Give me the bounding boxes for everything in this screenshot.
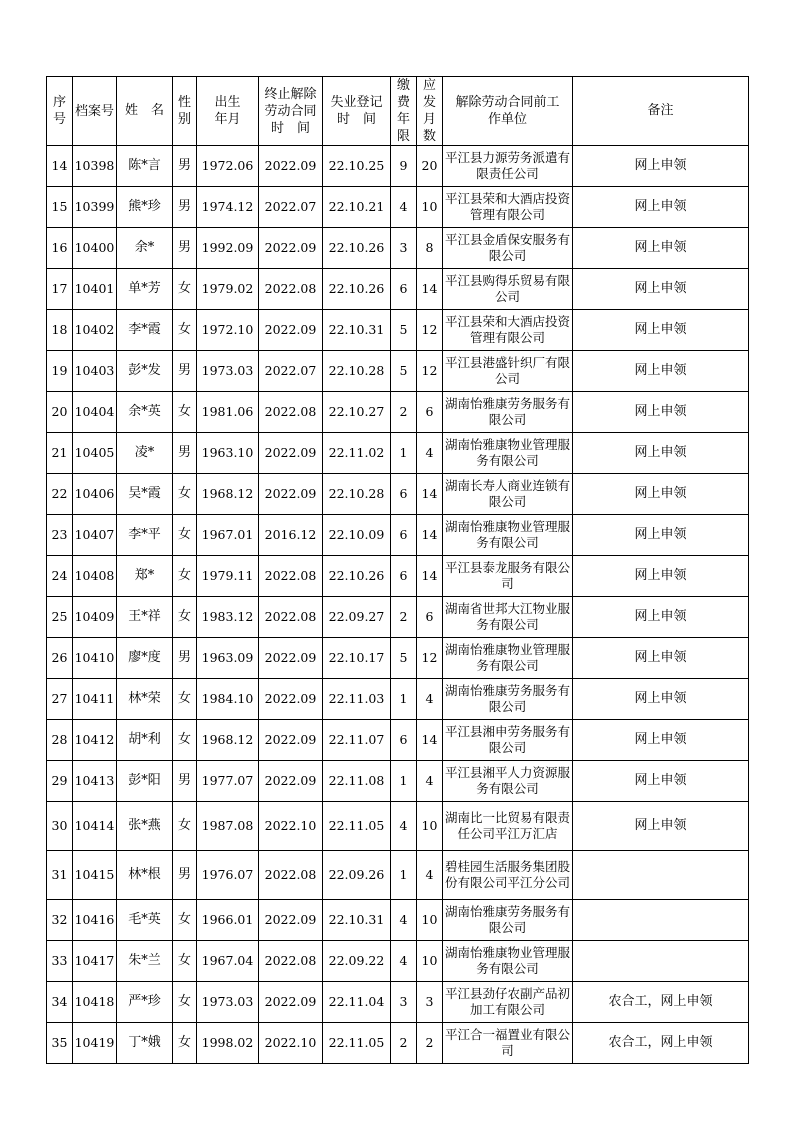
table-row	[47, 761, 749, 802]
employer-text: 湖南怡雅康物业管理服务有限公司	[445, 642, 571, 673]
cell-name: 单*芳	[117, 269, 173, 310]
table-row	[47, 679, 749, 720]
cell-employer	[443, 1023, 573, 1064]
cell-seq: 33	[47, 941, 73, 982]
cell-months: 4	[417, 851, 443, 900]
cell-registration: 22.10.27	[323, 392, 391, 433]
cell-birth: 1979.02	[197, 269, 259, 310]
cell-remark: 网上申领	[573, 556, 749, 597]
cell-employer	[443, 187, 573, 228]
cell-employer	[443, 982, 573, 1023]
cell-pay-years: 6	[391, 556, 417, 597]
cell-employer	[443, 802, 573, 851]
cell-name: 张*燕	[117, 802, 173, 851]
cell-file-no: 10419	[73, 1023, 117, 1064]
cell-remark: 网上申领	[573, 761, 749, 802]
employer-text: 平江县港盛针织厂有限公司	[445, 355, 571, 386]
header-termination: 终止解除劳动合同时 间	[259, 77, 323, 146]
cell-seq: 26	[47, 638, 73, 679]
cell-gender: 男	[173, 228, 197, 269]
table-row	[47, 310, 749, 351]
cell-file-no: 10408	[73, 556, 117, 597]
employer-text: 平江县劲仔农副产品初加工有限公司	[445, 986, 571, 1017]
header-file-no: 档案号	[73, 77, 117, 146]
cell-registration: 22.09.26	[323, 851, 391, 900]
cell-file-no: 10407	[73, 515, 117, 556]
cell-pay-years: 4	[391, 802, 417, 851]
cell-termination: 2022.09	[259, 900, 323, 941]
cell-registration: 22.11.02	[323, 433, 391, 474]
employer-text: 湖南怡雅康劳务服务有限公司	[445, 396, 571, 427]
cell-gender: 女	[173, 392, 197, 433]
cell-pay-years: 2	[391, 1023, 417, 1064]
cell-pay-years: 9	[391, 146, 417, 187]
cell-registration: 22.09.27	[323, 597, 391, 638]
cell-pay-years: 6	[391, 515, 417, 556]
employer-text: 湖南省世邦大江物业服务有限公司	[445, 601, 571, 632]
cell-remark: 农合工，网上申领	[573, 1023, 749, 1064]
cell-months: 4	[417, 679, 443, 720]
cell-seq: 30	[47, 802, 73, 851]
cell-remark: 网上申领	[573, 433, 749, 474]
header-name: 姓 名	[117, 77, 173, 146]
cell-gender: 男	[173, 851, 197, 900]
cell-birth: 1967.04	[197, 941, 259, 982]
cell-employer	[443, 351, 573, 392]
cell-seq: 34	[47, 982, 73, 1023]
cell-file-no: 10399	[73, 187, 117, 228]
table-row	[47, 982, 749, 1023]
table-row	[47, 851, 749, 900]
cell-pay-years: 5	[391, 351, 417, 392]
employer-text: 湖南比一比贸易有限责任公司平江万汇店	[445, 810, 571, 841]
cell-pay-years: 4	[391, 941, 417, 982]
cell-name: 毛*英	[117, 900, 173, 941]
unemployment-benefit-table	[46, 76, 749, 1064]
cell-employer	[443, 597, 573, 638]
cell-pay-years: 6	[391, 269, 417, 310]
cell-termination: 2022.08	[259, 941, 323, 982]
cell-months: 14	[417, 269, 443, 310]
cell-birth: 1972.06	[197, 146, 259, 187]
cell-pay-years: 6	[391, 720, 417, 761]
cell-file-no: 10398	[73, 146, 117, 187]
cell-name: 吴*霞	[117, 474, 173, 515]
cell-termination: 2022.09	[259, 146, 323, 187]
cell-seq: 24	[47, 556, 73, 597]
cell-birth: 1968.12	[197, 720, 259, 761]
cell-name: 余*英	[117, 392, 173, 433]
cell-registration: 22.10.31	[323, 310, 391, 351]
cell-name: 李*霞	[117, 310, 173, 351]
cell-employer	[443, 900, 573, 941]
cell-gender: 女	[173, 474, 197, 515]
cell-seq: 22	[47, 474, 73, 515]
cell-remark: 网上申领	[573, 597, 749, 638]
cell-months: 12	[417, 351, 443, 392]
cell-remark: 网上申领	[573, 228, 749, 269]
cell-termination: 2016.12	[259, 515, 323, 556]
cell-employer	[443, 851, 573, 900]
cell-remark: 网上申领	[573, 720, 749, 761]
cell-name: 朱*兰	[117, 941, 173, 982]
header-remark: 备注	[573, 77, 749, 146]
cell-termination: 2022.08	[259, 269, 323, 310]
cell-registration: 22.11.04	[323, 982, 391, 1023]
cell-registration: 22.10.31	[323, 900, 391, 941]
cell-remark: 农合工，网上申领	[573, 982, 749, 1023]
cell-name: 李*平	[117, 515, 173, 556]
cell-file-no: 10411	[73, 679, 117, 720]
cell-birth: 1984.10	[197, 679, 259, 720]
cell-pay-years: 6	[391, 474, 417, 515]
cell-remark: 网上申领	[573, 351, 749, 392]
cell-birth: 1977.07	[197, 761, 259, 802]
cell-file-no: 10412	[73, 720, 117, 761]
cell-employer	[443, 392, 573, 433]
cell-name: 彭*发	[117, 351, 173, 392]
cell-remark: 网上申领	[573, 638, 749, 679]
cell-name: 余*	[117, 228, 173, 269]
cell-file-no: 10406	[73, 474, 117, 515]
table-row	[47, 720, 749, 761]
cell-termination: 2022.07	[259, 351, 323, 392]
cell-birth: 1963.09	[197, 638, 259, 679]
cell-remark: 网上申领	[573, 187, 749, 228]
cell-termination: 2022.10	[259, 1023, 323, 1064]
cell-termination: 2022.09	[259, 761, 323, 802]
table-row	[47, 941, 749, 982]
cell-termination: 2022.08	[259, 392, 323, 433]
cell-birth: 1983.12	[197, 597, 259, 638]
cell-name: 郑*	[117, 556, 173, 597]
cell-termination: 2022.09	[259, 433, 323, 474]
cell-seq: 21	[47, 433, 73, 474]
cell-gender: 女	[173, 802, 197, 851]
cell-file-no: 10405	[73, 433, 117, 474]
cell-gender: 男	[173, 187, 197, 228]
cell-registration: 22.10.26	[323, 269, 391, 310]
cell-employer	[443, 556, 573, 597]
cell-name: 熊*珍	[117, 187, 173, 228]
cell-termination: 2022.09	[259, 982, 323, 1023]
cell-employer	[443, 146, 573, 187]
cell-gender: 女	[173, 720, 197, 761]
table-row	[47, 802, 749, 851]
cell-remark: 网上申领	[573, 146, 749, 187]
cell-registration: 22.11.05	[323, 1023, 391, 1064]
cell-gender: 女	[173, 900, 197, 941]
employer-text: 湖南怡雅康物业管理服务有限公司	[445, 437, 571, 468]
cell-birth: 1968.12	[197, 474, 259, 515]
cell-gender: 男	[173, 638, 197, 679]
cell-name: 凌*	[117, 433, 173, 474]
cell-remark	[573, 851, 749, 900]
cell-pay-years: 4	[391, 900, 417, 941]
cell-months: 10	[417, 802, 443, 851]
cell-employer	[443, 761, 573, 802]
cell-file-no: 10404	[73, 392, 117, 433]
cell-seq: 19	[47, 351, 73, 392]
cell-pay-years: 1	[391, 851, 417, 900]
table-row	[47, 900, 749, 941]
cell-file-no: 10410	[73, 638, 117, 679]
employer-text: 平江县力源劳务派遣有限责任公司	[445, 150, 571, 181]
cell-gender: 女	[173, 269, 197, 310]
cell-termination: 2022.08	[259, 851, 323, 900]
cell-gender: 女	[173, 982, 197, 1023]
cell-file-no: 10416	[73, 900, 117, 941]
cell-pay-years: 5	[391, 638, 417, 679]
cell-employer	[443, 228, 573, 269]
cell-termination: 2022.09	[259, 474, 323, 515]
cell-seq: 23	[47, 515, 73, 556]
cell-birth: 1963.10	[197, 433, 259, 474]
cell-months: 14	[417, 515, 443, 556]
cell-employer	[443, 638, 573, 679]
employer-text: 湖南怡雅康劳务服务有限公司	[445, 683, 571, 714]
cell-months: 20	[417, 146, 443, 187]
cell-name: 丁*娥	[117, 1023, 173, 1064]
cell-birth: 1979.11	[197, 556, 259, 597]
cell-birth: 1981.06	[197, 392, 259, 433]
cell-file-no: 10417	[73, 941, 117, 982]
cell-termination: 2022.08	[259, 556, 323, 597]
cell-registration: 22.10.26	[323, 228, 391, 269]
cell-birth: 1974.12	[197, 187, 259, 228]
cell-seq: 31	[47, 851, 73, 900]
cell-file-no: 10402	[73, 310, 117, 351]
cell-registration: 22.09.22	[323, 941, 391, 982]
cell-seq: 32	[47, 900, 73, 941]
cell-birth: 1973.03	[197, 982, 259, 1023]
header-former-employer: 解除劳动合同前工作单位	[443, 77, 573, 146]
cell-termination: 2022.09	[259, 679, 323, 720]
cell-seq: 16	[47, 228, 73, 269]
cell-registration: 22.10.26	[323, 556, 391, 597]
cell-pay-years: 1	[391, 433, 417, 474]
cell-birth: 1972.10	[197, 310, 259, 351]
cell-registration: 22.10.28	[323, 474, 391, 515]
employer-text: 平江县金盾保安服务有限公司	[445, 232, 571, 263]
cell-months: 10	[417, 941, 443, 982]
cell-gender: 男	[173, 146, 197, 187]
cell-registration: 22.11.05	[323, 802, 391, 851]
cell-name: 林*根	[117, 851, 173, 900]
cell-pay-years: 5	[391, 310, 417, 351]
cell-file-no: 10418	[73, 982, 117, 1023]
cell-name: 彭*阳	[117, 761, 173, 802]
cell-registration: 22.10.25	[323, 146, 391, 187]
cell-gender: 男	[173, 433, 197, 474]
cell-name: 胡*利	[117, 720, 173, 761]
header-months: 应发月数	[417, 77, 443, 146]
cell-seq: 35	[47, 1023, 73, 1064]
cell-birth: 1976.07	[197, 851, 259, 900]
employer-text: 湖南怡雅康物业管理服务有限公司	[445, 519, 571, 550]
cell-pay-years: 2	[391, 597, 417, 638]
header-gender: 性别	[173, 77, 197, 146]
cell-months: 6	[417, 392, 443, 433]
employer-text: 平江县荣和大酒店投资管理有限公司	[445, 314, 571, 345]
cell-birth: 1992.09	[197, 228, 259, 269]
cell-months: 12	[417, 638, 443, 679]
cell-months: 14	[417, 556, 443, 597]
cell-employer	[443, 433, 573, 474]
cell-seq: 29	[47, 761, 73, 802]
table-row	[47, 433, 749, 474]
table-row	[47, 351, 749, 392]
cell-file-no: 10409	[73, 597, 117, 638]
table-row	[47, 1023, 749, 1064]
cell-pay-years: 4	[391, 187, 417, 228]
cell-gender: 女	[173, 310, 197, 351]
cell-remark	[573, 900, 749, 941]
cell-seq: 25	[47, 597, 73, 638]
table-row	[47, 474, 749, 515]
cell-pay-years: 3	[391, 982, 417, 1023]
employer-text: 湖南怡雅康劳务服务有限公司	[445, 904, 571, 935]
cell-registration: 22.11.07	[323, 720, 391, 761]
cell-file-no: 10400	[73, 228, 117, 269]
cell-name: 严*珍	[117, 982, 173, 1023]
employer-text: 平江县荣和大酒店投资管理有限公司	[445, 191, 571, 222]
cell-months: 4	[417, 433, 443, 474]
cell-gender: 男	[173, 761, 197, 802]
table-row	[47, 269, 749, 310]
cell-employer	[443, 515, 573, 556]
table-row	[47, 638, 749, 679]
cell-employer	[443, 720, 573, 761]
cell-name: 廖*度	[117, 638, 173, 679]
table-row	[47, 515, 749, 556]
cell-registration: 22.10.21	[323, 187, 391, 228]
cell-termination: 2022.10	[259, 802, 323, 851]
cell-months: 2	[417, 1023, 443, 1064]
cell-months: 12	[417, 310, 443, 351]
table-row	[47, 187, 749, 228]
cell-file-no: 10401	[73, 269, 117, 310]
cell-registration: 22.11.03	[323, 679, 391, 720]
cell-registration: 22.10.17	[323, 638, 391, 679]
header-birth: 出生年月	[197, 77, 259, 146]
cell-registration: 22.11.08	[323, 761, 391, 802]
cell-termination: 2022.09	[259, 638, 323, 679]
cell-employer	[443, 474, 573, 515]
cell-remark: 网上申领	[573, 269, 749, 310]
cell-registration: 22.10.09	[323, 515, 391, 556]
cell-remark: 网上申领	[573, 310, 749, 351]
cell-employer	[443, 269, 573, 310]
cell-remark: 网上申领	[573, 679, 749, 720]
cell-birth: 1973.03	[197, 351, 259, 392]
cell-gender: 女	[173, 941, 197, 982]
cell-termination: 2022.07	[259, 187, 323, 228]
cell-seq: 15	[47, 187, 73, 228]
cell-pay-years: 3	[391, 228, 417, 269]
table-row	[47, 556, 749, 597]
cell-file-no: 10413	[73, 761, 117, 802]
cell-birth: 1998.02	[197, 1023, 259, 1064]
cell-termination: 2022.09	[259, 720, 323, 761]
cell-name: 陈*言	[117, 146, 173, 187]
employer-text: 碧桂园生活服务集团股份有限公司平江分公司	[445, 859, 571, 890]
cell-seq: 20	[47, 392, 73, 433]
cell-pay-years: 1	[391, 679, 417, 720]
cell-name: 王*祥	[117, 597, 173, 638]
cell-seq: 17	[47, 269, 73, 310]
cell-gender: 男	[173, 351, 197, 392]
cell-months: 10	[417, 900, 443, 941]
header-registration: 失业登记时 间	[323, 77, 391, 146]
cell-termination: 2022.09	[259, 310, 323, 351]
cell-file-no: 10415	[73, 851, 117, 900]
cell-file-no: 10403	[73, 351, 117, 392]
cell-months: 14	[417, 474, 443, 515]
cell-registration: 22.10.28	[323, 351, 391, 392]
employer-text: 平江合一福置业有限公司	[445, 1027, 571, 1058]
cell-pay-years: 1	[391, 761, 417, 802]
employer-text: 湖南长寿人商业连锁有限公司	[445, 478, 571, 509]
cell-name: 林*荣	[117, 679, 173, 720]
cell-employer	[443, 679, 573, 720]
cell-seq: 18	[47, 310, 73, 351]
cell-months: 14	[417, 720, 443, 761]
table-row	[47, 392, 749, 433]
cell-gender: 女	[173, 679, 197, 720]
cell-file-no: 10414	[73, 802, 117, 851]
cell-gender: 女	[173, 556, 197, 597]
cell-pay-years: 2	[391, 392, 417, 433]
employer-text: 平江县湘申劳务服务有限公司	[445, 724, 571, 755]
cell-remark: 网上申领	[573, 474, 749, 515]
cell-birth: 1967.01	[197, 515, 259, 556]
cell-remark: 网上申领	[573, 802, 749, 851]
table-row	[47, 146, 749, 187]
header-pay-years: 缴费年限	[391, 77, 417, 146]
cell-months: 3	[417, 982, 443, 1023]
cell-months: 4	[417, 761, 443, 802]
employer-text: 平江县购得乐贸易有限公司	[445, 273, 571, 304]
cell-remark	[573, 941, 749, 982]
cell-seq: 27	[47, 679, 73, 720]
cell-months: 10	[417, 187, 443, 228]
cell-termination: 2022.09	[259, 228, 323, 269]
employer-text: 湖南怡雅康物业管理服务有限公司	[445, 945, 571, 976]
cell-remark: 网上申领	[573, 392, 749, 433]
employer-text: 平江县湘平人力资源服务有限公司	[445, 765, 571, 796]
cell-months: 6	[417, 597, 443, 638]
cell-seq: 28	[47, 720, 73, 761]
header-seq: 序号	[47, 77, 73, 146]
cell-gender: 女	[173, 1023, 197, 1064]
table-header-row	[47, 77, 749, 146]
cell-employer	[443, 941, 573, 982]
cell-seq: 14	[47, 146, 73, 187]
cell-gender: 女	[173, 515, 197, 556]
table-row	[47, 228, 749, 269]
cell-birth: 1987.08	[197, 802, 259, 851]
employer-text: 平江县泰龙服务有限公司	[445, 560, 571, 591]
cell-remark: 网上申领	[573, 515, 749, 556]
cell-months: 8	[417, 228, 443, 269]
cell-employer	[443, 310, 573, 351]
cell-termination: 2022.08	[259, 597, 323, 638]
table-row	[47, 597, 749, 638]
cell-gender: 女	[173, 597, 197, 638]
cell-birth: 1966.01	[197, 900, 259, 941]
